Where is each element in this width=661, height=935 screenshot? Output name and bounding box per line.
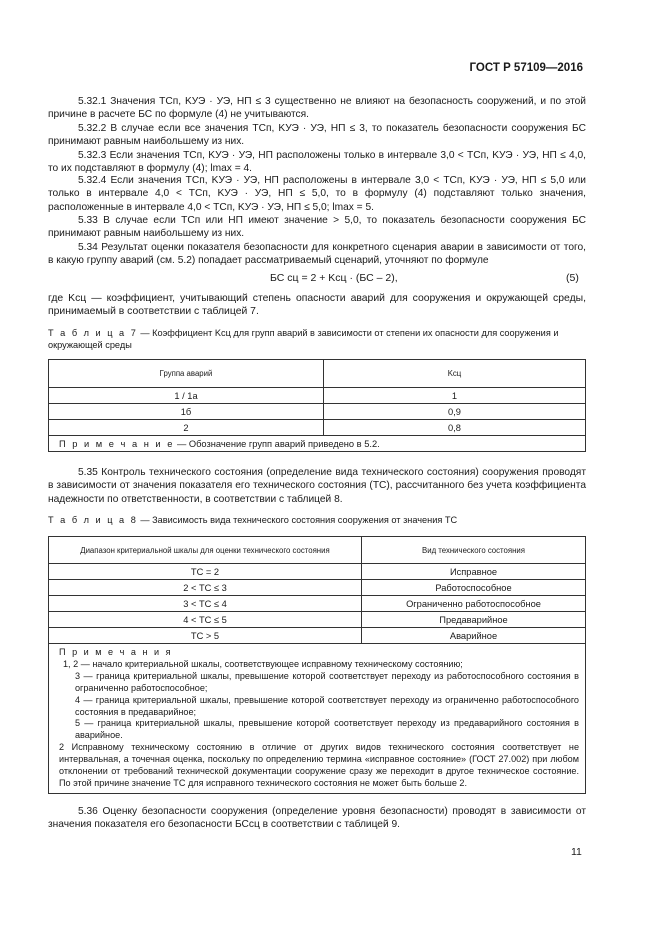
note-item: 1, 2 — начало критериальной шкалы, соответствующее исправному техническому состоянию; [63,658,463,669]
table-row [49,404,586,420]
paragraph-5-34: 5.34 Результат оценки показателя безопасности для конкретного сценария аварии в зависимости от того, в какую группу аварий (см. 5.2) попадает рассматриваемый сценарий, уточняют по формуле [48,242,586,267]
table-cell: 1 / 1а [49,388,324,404]
table7-caption: Т а б л и ц а 7 — Коэффициент Kсц для групп аварий в зависимости от степени их опасности для сооружения и окружающей среды [48,328,559,351]
table-row [49,628,586,644]
col-header-accident-group: Группа аварий [49,360,324,388]
col-header-range: Диапазон критериальной шкалы для оценки технического состояния [49,537,362,564]
table-row [49,564,586,580]
table-cell: Работоспособное [362,580,586,596]
table-row [49,420,586,436]
table-cell: Аварийное [362,628,586,644]
notes-label: П р и м е ч а н и я [59,647,173,657]
table-header-row [49,537,586,564]
table-row [49,388,586,404]
paragraph-5-32-1: 5.32.1 Значения ТСп, KУЭ · УЭ, НП ≤ 3 существенно не влияют на безопасность сооружений, и по этой причине в расчете БС по формуле (4) не учитываются. [48,96,586,121]
note-item: 5 — граница критериальной шкалы, превышение которой соответствует переходу из предаварийного состояния в аварийное. [75,718,579,741]
table-cell: 1 [324,388,586,404]
paragraph-5-32-4: 5.32.4 Если значения ТСп, KУЭ · УЭ, НП расположены в интервале 3,0 < ТСп, KУЭ · УЭ, НП ≤ 5,0 или только в интервале 4,0 < ТСп, KУЭ · УЭ, НП ≤ 5,0, то в формулу (4) подставляют только значения, расположенные в интервале 4,0 < ТСп, KУЭ · УЭ, НП ≤ 5,0; lmax = 5. [48,175,586,213]
paragraph-5-33: 5.33 В случае если ТСп или НП имеют значение > 5,0, то показатель безопасности сооружения БС принимают равным наибольшему из них. [48,215,586,240]
table7-note: П р и м е ч а н и е — Обозначение групп аварий приведено в 5.2. [49,436,586,452]
table-cell: Предаварийное [362,612,586,628]
page-number: 11 [571,846,582,858]
table-7 [48,359,586,452]
table-cell: Исправное [362,564,586,580]
table-cell: 1б [49,404,324,420]
col-header-state: Вид технического состояния [362,537,586,564]
col-header-coefficient: Kсц [324,360,586,388]
table8-caption: Т а б л и ц а 8 — Зависимость вида технического состояния сооружения от значения ТС [48,515,458,525]
table-note-row [49,436,586,452]
table-cell: 0,8 [324,420,586,436]
table-row [49,580,586,596]
table-row [49,596,586,612]
formula-text: БС сц = 2 + Kсц · (БС – 2), [270,272,398,284]
paragraph-5-36: 5.36 Оценку безопасности сооружения (определение уровня безопасности) проводят в зависимости от значения показателя его безопасности БСсц в соответствии с таблицей 9. [48,806,586,831]
table-cell: 0,9 [324,404,586,420]
formula-number: (5) [566,272,579,284]
table-cell: Ограниченно работоспособное [362,596,586,612]
document-header: ГОСТ Р 57109—2016 [469,62,583,74]
paragraph-5-35: 5.35 Контроль технического состояния (определение вида технического состояния) сооружения проводят в зависимости от значения показателя его технического состояния (ТС), рассчитанного без учета коэффициента надежности по ответственности, в соответствии с таблицей 8. [48,467,586,505]
note-item: 2 Исправному техническому состоянию в отличие от других видов технического состояния соответствует не интервальная, а точечная оценка, поскольку по определению термина «исправное состояние» (ГОСТ 27.002) при любом отклонении от требований технической документации сооружение сразу же переходит в другое техническое состояние. По этой причине значение ТС для исправного технического состояния не может быть больше 2. [59,742,579,788]
table-header-row [49,360,586,388]
table-8 [48,536,586,644]
paragraph-5-32-2: 5.32.2 В случае если все значения ТСп, KУЭ · УЭ, НП ≤ 3, то показатель безопасности сооружения БС принимают равным наибольшему из них. [48,123,586,148]
table8-notes [48,644,586,794]
table-cell: ТС = 2 [49,564,362,580]
note-item: 4 — граница критериальной шкалы, превышение которой соответствует переходу из ограниченно работоспособного состояния в предаварийное; [75,694,579,717]
formula-where-clause: где Kсц — коэффициент, учитывающий степень опасности аварий для сооружения и окружающей среды, принимаемый в соответствии с таблицей 7. [48,293,586,318]
table-cell: 2 < ТС ≤ 3 [49,580,362,596]
table-cell: 4 < ТС ≤ 5 [49,612,362,628]
table-cell: ТС > 5 [49,628,362,644]
note-item: 3 — граница критериальной шкалы, превышение которой соответствует переходу из работоспособного состояния в ограниченно работоспособное; [75,670,579,693]
paragraph-5-32-3: 5.32.3 Если значения ТСп, KУЭ · УЭ, НП расположены только в интервале 3,0 < ТСп, KУЭ · УЭ, НП ≤ 4,0, то их подставляют в формулу (4); lmax = 4. [48,150,586,175]
table-cell: 3 < ТС ≤ 4 [49,596,362,612]
table-row [49,612,586,628]
table-cell: 2 [49,420,324,436]
